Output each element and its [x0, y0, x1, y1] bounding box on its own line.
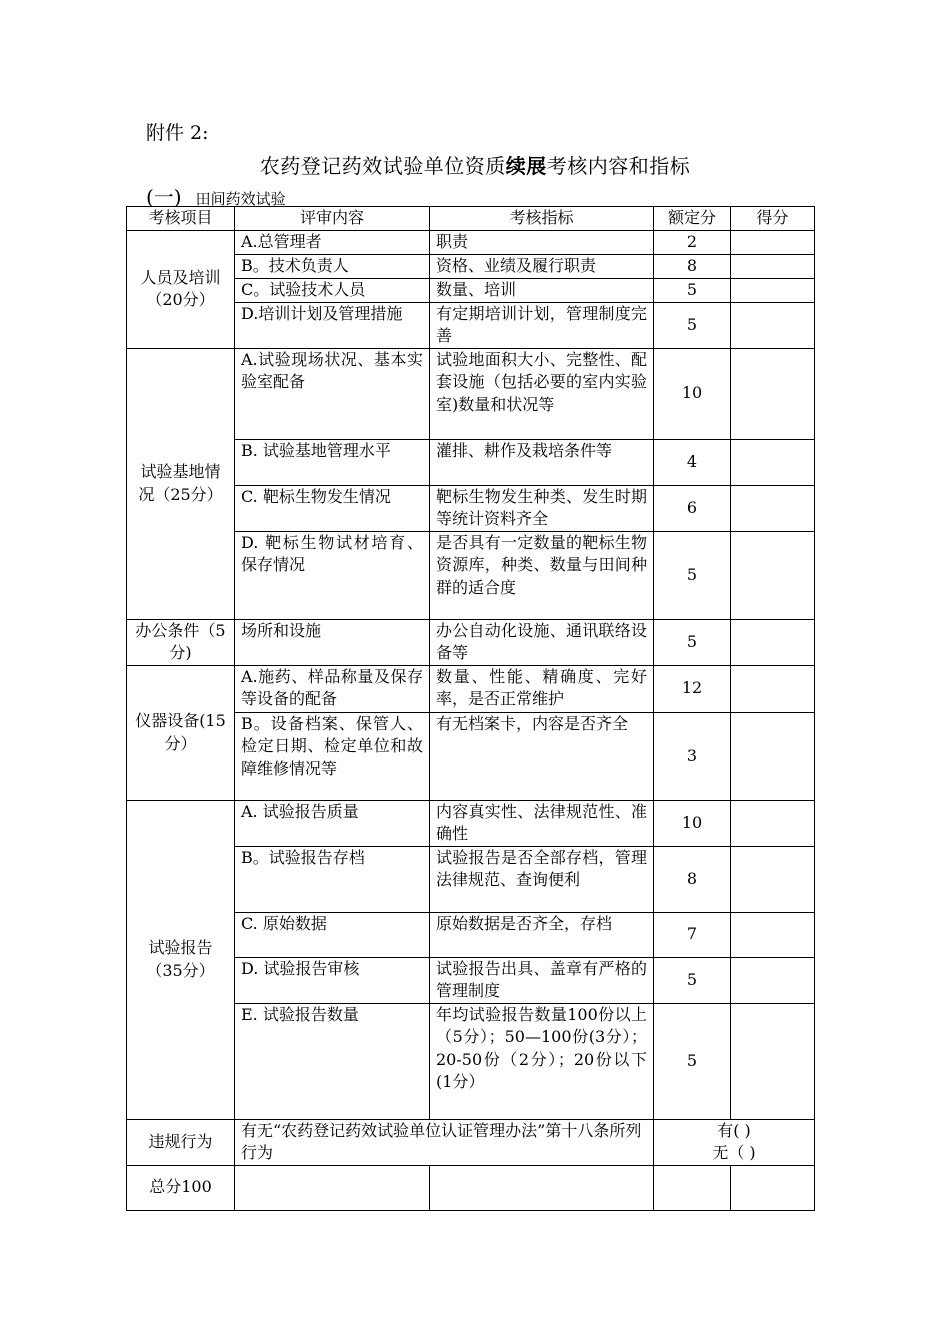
- content-cell: B。试验报告存档: [235, 846, 430, 912]
- score-cell: 6: [654, 485, 731, 531]
- points-cell: [731, 665, 815, 712]
- header-cell: 得分: [731, 207, 815, 231]
- content-cell: 有无“农药登记药效试验单位认证管理办法”第十八条所列行为: [235, 1119, 654, 1165]
- content-cell: B. 试验基地管理水平: [235, 439, 430, 485]
- score-cell: 5: [654, 619, 731, 665]
- content-cell: A. 试验报告质量: [235, 800, 430, 846]
- points-cell: [731, 846, 815, 912]
- empty-cell: [235, 1165, 430, 1210]
- header-row: [127, 207, 815, 231]
- title-bold-part: 续展: [505, 154, 547, 178]
- category-cell: 办公条件（5分): [127, 619, 235, 665]
- score-cell: 10: [654, 800, 731, 846]
- section-number: (一): [146, 185, 182, 209]
- points-cell: [731, 230, 815, 254]
- table-row: [127, 665, 815, 712]
- points-cell: [731, 439, 815, 485]
- category-cell: 试验基地情况（25分）: [127, 348, 235, 619]
- document-title: [0, 150, 950, 179]
- score-cell: 4: [654, 439, 731, 485]
- table-row: [127, 800, 815, 846]
- violation-row: [127, 1119, 815, 1165]
- content-cell: A.总管理者: [235, 230, 430, 254]
- indicator-cell: 数量、培训: [430, 278, 654, 302]
- assessment-table: [126, 206, 815, 1211]
- header-cell: 评审内容: [235, 207, 430, 231]
- attachment-label: 附件 2:: [146, 122, 209, 144]
- content-cell: D. 靶标生物试材培育、保存情况: [235, 531, 430, 619]
- category-cell: 违规行为: [127, 1119, 235, 1165]
- indicator-cell: 试验报告是否全部存档，管理法律规范、查询便利: [430, 846, 654, 912]
- category-cell: 试验报告（35分）: [127, 800, 235, 1119]
- indicator-cell: 数量、性能、精确度、完好率，是否正常维护: [430, 665, 654, 712]
- score-cell: 3: [654, 712, 731, 800]
- violation-yes: 有( ): [717, 1120, 751, 1140]
- table-row: [127, 348, 815, 439]
- score-cell: 8: [654, 254, 731, 278]
- points-cell: [731, 912, 815, 957]
- indicator-cell: 灌排、耕作及栽培条件等: [430, 439, 654, 485]
- category-cell: 仪器设备(15分）: [127, 665, 235, 800]
- category-cell: 人员及培训（20分）: [127, 230, 235, 348]
- indicator-cell: 试验地面积大小、完整性、配套设施（包括必要的室内实验室)数量和状况等: [430, 348, 654, 439]
- content-cell: C. 靶标生物发生情况: [235, 485, 430, 531]
- indicator-cell: 办公自动化设施、通讯联络设备等: [430, 619, 654, 665]
- content-cell: A.试验现场状况、基本实验室配备: [235, 348, 430, 439]
- indicator-cell: 是否具有一定数量的靶标生物资源库，种类、数量与田间种群的适合度: [430, 531, 654, 619]
- header-cell: 考核项目: [127, 207, 235, 231]
- title-part-2: 考核内容和指标: [546, 154, 691, 178]
- points-cell: [731, 800, 815, 846]
- indicator-cell: 原始数据是否齐全，存档: [430, 912, 654, 957]
- table-row: [127, 619, 815, 665]
- indicator-cell: 资格、业绩及履行职责: [430, 254, 654, 278]
- score-cell: 12: [654, 665, 731, 712]
- content-cell: D. 试验报告审核: [235, 957, 430, 1003]
- score-cell: 2: [654, 230, 731, 254]
- points-cell: [731, 254, 815, 278]
- points-cell: [731, 1003, 815, 1119]
- header-cell: 额定分: [654, 207, 731, 231]
- total-label: 总分100: [127, 1165, 235, 1210]
- points-cell: [731, 957, 815, 1003]
- title-part-1: 农药登记药效试验单位资质: [259, 154, 506, 178]
- header-cell: 考核指标: [430, 207, 654, 231]
- indicator-cell: 职责: [430, 230, 654, 254]
- content-cell: C. 原始数据: [235, 912, 430, 957]
- score-cell: 5: [654, 278, 731, 302]
- violation-no: 无（ ): [712, 1143, 756, 1162]
- points-cell: [731, 619, 815, 665]
- score-cell: 8: [654, 846, 731, 912]
- points-cell: [731, 712, 815, 800]
- table-row: [127, 230, 815, 254]
- score-cell: 7: [654, 912, 731, 957]
- content-cell: B。设备档案、保管人、检定日期、检定单位和故障维修情况等: [235, 712, 430, 800]
- violation-choice-cell: [654, 1119, 815, 1165]
- indicator-cell: 内容真实性、法律规范性、准确性: [430, 800, 654, 846]
- score-cell: 5: [654, 302, 731, 348]
- section-name: 田间药效试验: [195, 190, 286, 208]
- score-cell: 5: [654, 957, 731, 1003]
- empty-cell: [430, 1165, 654, 1210]
- points-cell: [731, 485, 815, 531]
- content-cell: B。技术负责人: [235, 254, 430, 278]
- indicator-cell: 试验报告出具、盖章有严格的管理制度: [430, 957, 654, 1003]
- points-cell: [731, 531, 815, 619]
- indicator-cell: 年均试验报告数量100份以上（5分）；50—100份(3分）；20-50份（2分）；20份以下(1分）: [430, 1003, 654, 1119]
- score-cell: 10: [654, 348, 731, 439]
- empty-cell: [731, 1165, 815, 1210]
- content-cell: C。试验技术人员: [235, 278, 430, 302]
- empty-cell: [654, 1165, 731, 1210]
- content-cell: 场所和设施: [235, 619, 430, 665]
- points-cell: [731, 302, 815, 348]
- indicator-cell: 有无档案卡，内容是否齐全: [430, 712, 654, 800]
- points-cell: [731, 278, 815, 302]
- indicator-cell: 有定期培训计划，管理制度完善: [430, 302, 654, 348]
- total-row: [127, 1165, 815, 1210]
- score-cell: 5: [654, 1003, 731, 1119]
- score-cell: 5: [654, 531, 731, 619]
- content-cell: A.施药、样品称量及保存等设备的配备: [235, 665, 430, 712]
- points-cell: [731, 348, 815, 439]
- content-cell: D.培训计划及管理措施: [235, 302, 430, 348]
- indicator-cell: 靶标生物发生种类、发生时期等统计资料齐全: [430, 485, 654, 531]
- content-cell: E. 试验报告数量: [235, 1003, 430, 1119]
